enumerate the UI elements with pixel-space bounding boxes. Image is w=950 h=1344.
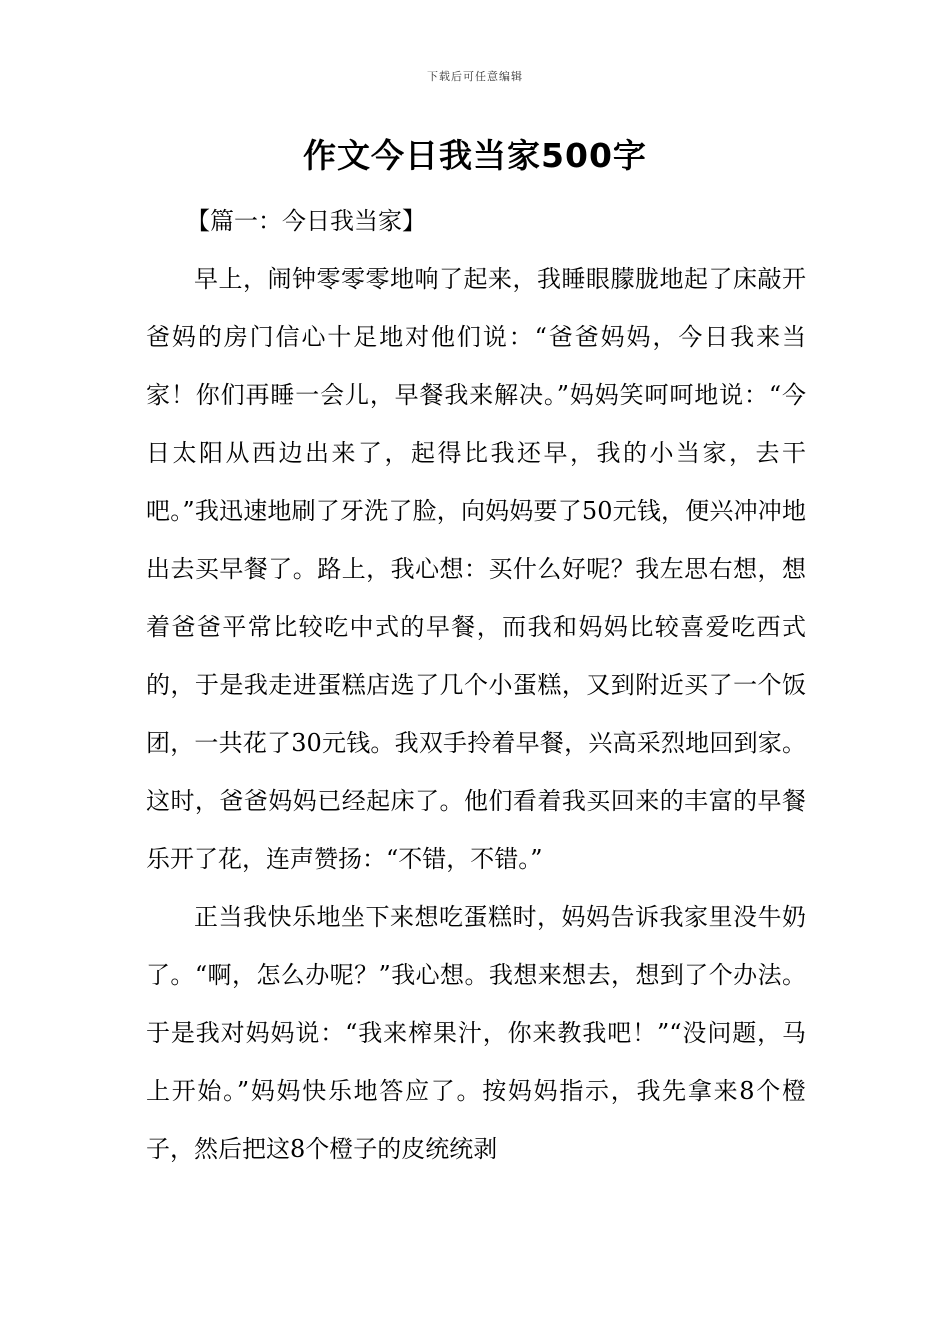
- document-body: [146, 192, 806, 1178]
- paragraph-2: 正当我快乐地坐下来想吃蛋糕时，妈妈告诉我家里没牛奶了。“啊，怎么办呢？”我心想。我想来想去，想到了个办法。于是我对妈妈说：“我来榨果汁，你来教我吧！”“没问题，马上开始。”妈妈快乐地答应了。按妈妈指示，我先拿来8个橙子，然后把这8个橙子的皮统统剥: [146, 903, 806, 1163]
- document-title: 作文今日我当家500字: [303, 136, 647, 175]
- paragraph-1: 早上，闹钟零零零地响了起来，我睡眼朦胧地起了床敲开爸妈的房门信心十足地对他们说：“爸爸妈妈，今日我来当家！你们再睡一会儿，早餐我来解决。”妈妈笑呵呵地说：“今日太阳从西边出来了，起得比我还早，我的小当家，去干吧。”我迅速地刷了牙洗了脸，向妈妈要了50元钱，便兴冲冲地出去买早餐了。路上，我心想：买什么好呢？我左思右想，想着爸爸平常比较吃中式的早餐，而我和妈妈比较喜爱吃西式的，于是我走进蛋糕店选了几个小蛋糕，又到附近买了一个饭团，一共花了30元钱。我双手拎着早餐，兴高采烈地回到家。这时，爸爸妈妈已经起床了。他们看着我买回来的丰富的早餐乐开了花，连声赞扬：“不错，不错。”: [146, 265, 806, 873]
- header-note: 下载后可任意编辑: [427, 70, 523, 83]
- section-heading: 【篇一：今日我当家】: [186, 207, 426, 235]
